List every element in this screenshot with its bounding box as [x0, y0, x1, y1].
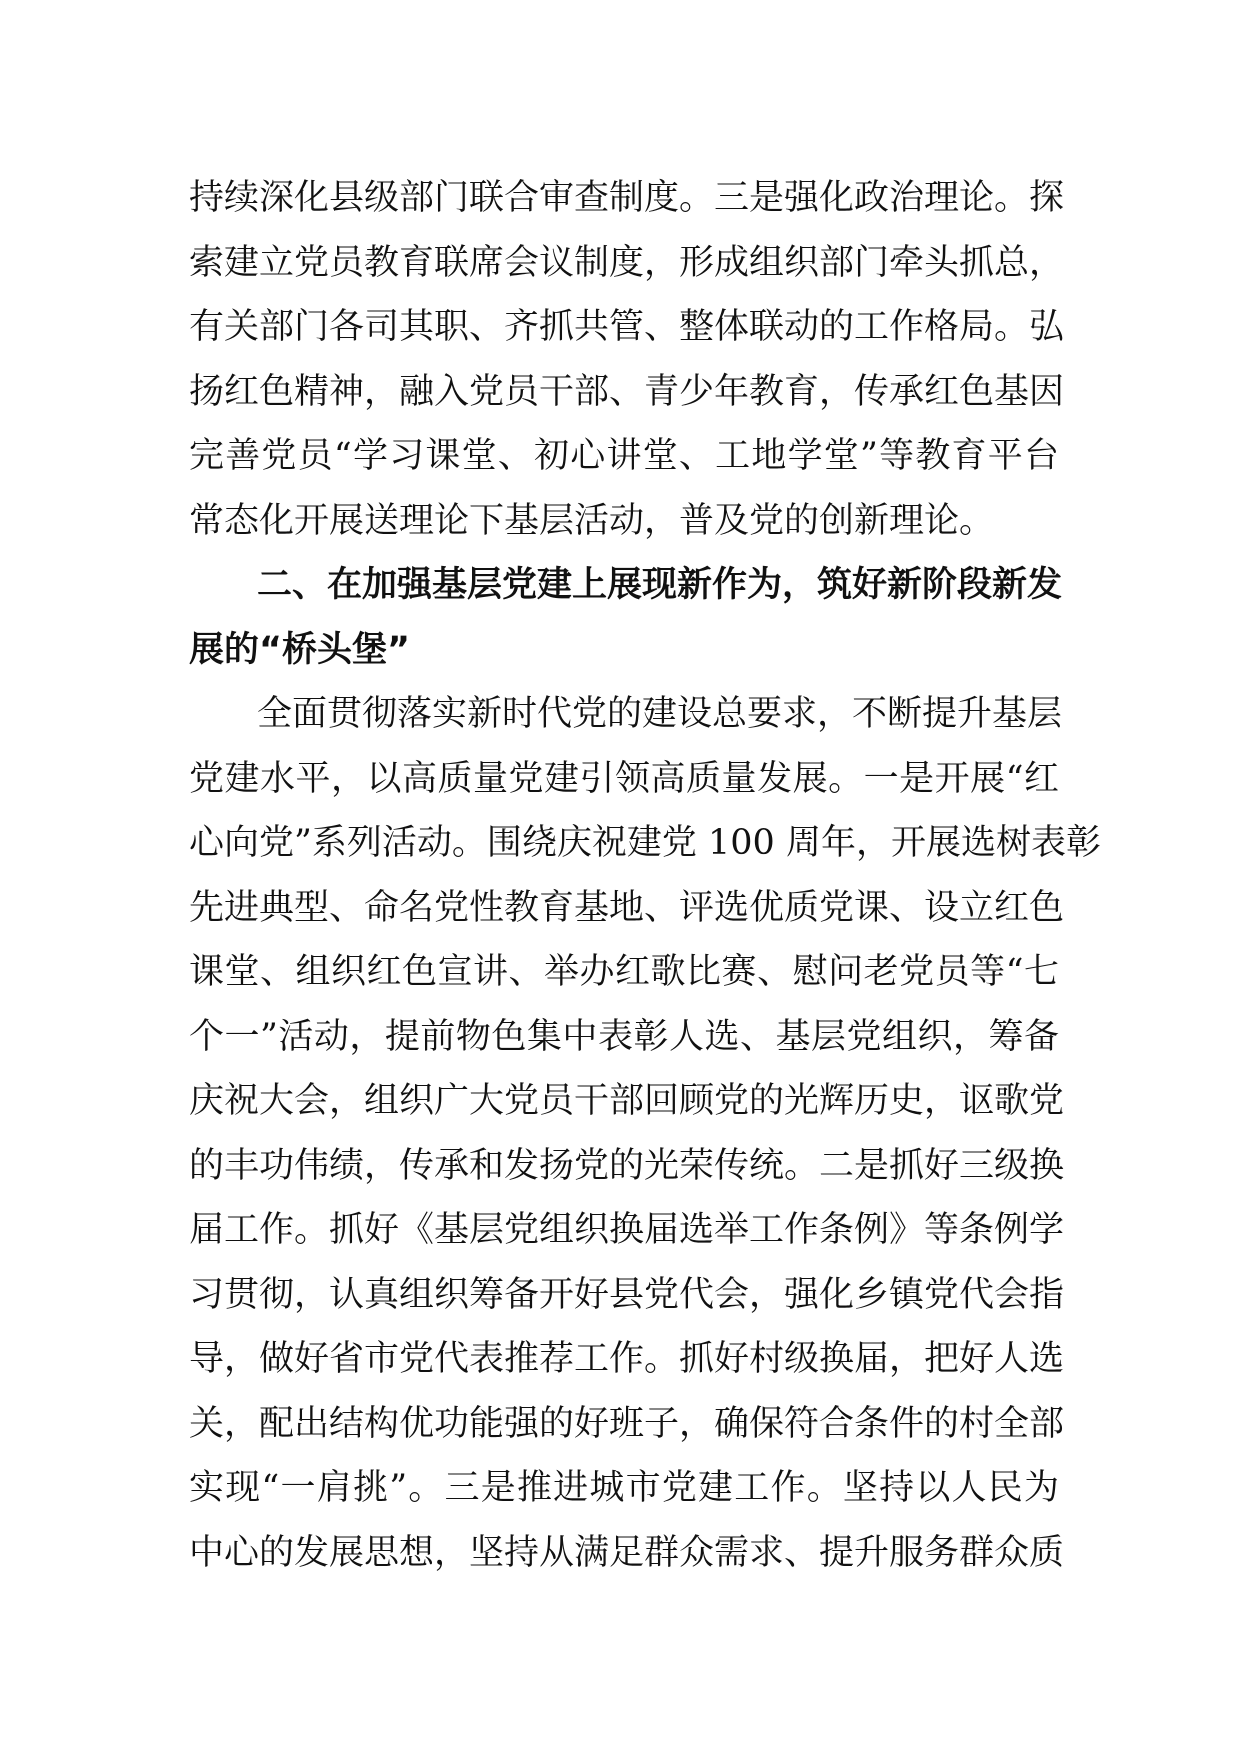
paragraph-1-line-3: 有关部门各司其职、齐抓共管、整体联动的工作格局。弘 — [189, 307, 1065, 347]
paragraph-1-line-4: 扬红色精神，融入党员干部、青少年教育，传承红色基因 — [189, 371, 1065, 412]
paragraph-2-line-8: 的丰功伟绩，传承和发扬党的光荣传统。二是抓好三级换 — [189, 1145, 1065, 1186]
paragraph-2-line-1: 全面贯彻落实新时代党的建设总要求，不断提升基层 — [257, 694, 1063, 734]
paragraph-2-line-2: 党建水平，以高质量党建引领高质量发展。一是开展“红 — [189, 758, 1059, 799]
paragraph-2-line-5: 课堂、组织红色宣讲、举办红歌比赛、慰问老党员等“七 — [189, 952, 1059, 992]
section-heading — [189, 553, 1063, 682]
paragraph-2-line-12: 关，配出结构优功能强的好班子，确保符合条件的村全部 — [189, 1403, 1065, 1444]
section-heading-line-2: 展的“桥头堡” — [189, 629, 411, 670]
paragraph-1 — [189, 166, 1065, 553]
paragraph-1-line-6: 常态化开展送理论下基层活动，普及党的创新理论。 — [189, 500, 995, 541]
paragraph-1-line-1: 持续深化县级部门联合审查制度。三是强化政治理论。探 — [189, 178, 1065, 218]
paragraph-1-line-2: 索建立党员教育联席会议制度，形成组织部门牵头抓总， — [189, 242, 1065, 283]
paragraph-2-line-14: 中心的发展思想，坚持从满足群众需求、提升服务群众质 — [189, 1532, 1065, 1573]
paragraph-2-line-11: 导，做好省市党代表推荐工作。抓好村级换届，把好人选 — [189, 1339, 1065, 1379]
paragraph-2-line-4: 先进典型、命名党性教育基地、评选优质党课、设立红色 — [189, 887, 1065, 928]
paragraph-1-line-5: 完善党员“学习课堂、初心讲堂、工地学堂”等教育平台 — [189, 436, 1059, 476]
paragraph-2 — [189, 682, 1101, 1585]
paragraph-2-line-7: 庆祝大会，组织广大党员干部回顾党的光辉历史，讴歌党 — [189, 1081, 1065, 1121]
paragraph-2-line-13: 实现“一肩挑”。三是推进城市党建工作。坚持以人民为 — [189, 1468, 1059, 1508]
paragraph-2-line-9: 届工作。抓好《基层党组织换届选举工作条例》等条例学 — [189, 1210, 1065, 1250]
document-body — [189, 166, 1101, 1585]
section-heading-line-1: 二、在加强基层党建上展现新作为，筑好新阶段新发 — [257, 565, 1063, 605]
paragraph-2-line-10: 习贯彻，认真组织筹备开好县党代会，强化乡镇党代会指 — [189, 1274, 1065, 1315]
paragraph-2-line-6: 个一”活动，提前物色集中表彰人选、基层党组织，筹备 — [189, 1016, 1059, 1057]
paragraph-2-line-3: 心向党”系列活动。围绕庆祝建党 100 周年，开展选树表彰 — [189, 823, 1101, 863]
